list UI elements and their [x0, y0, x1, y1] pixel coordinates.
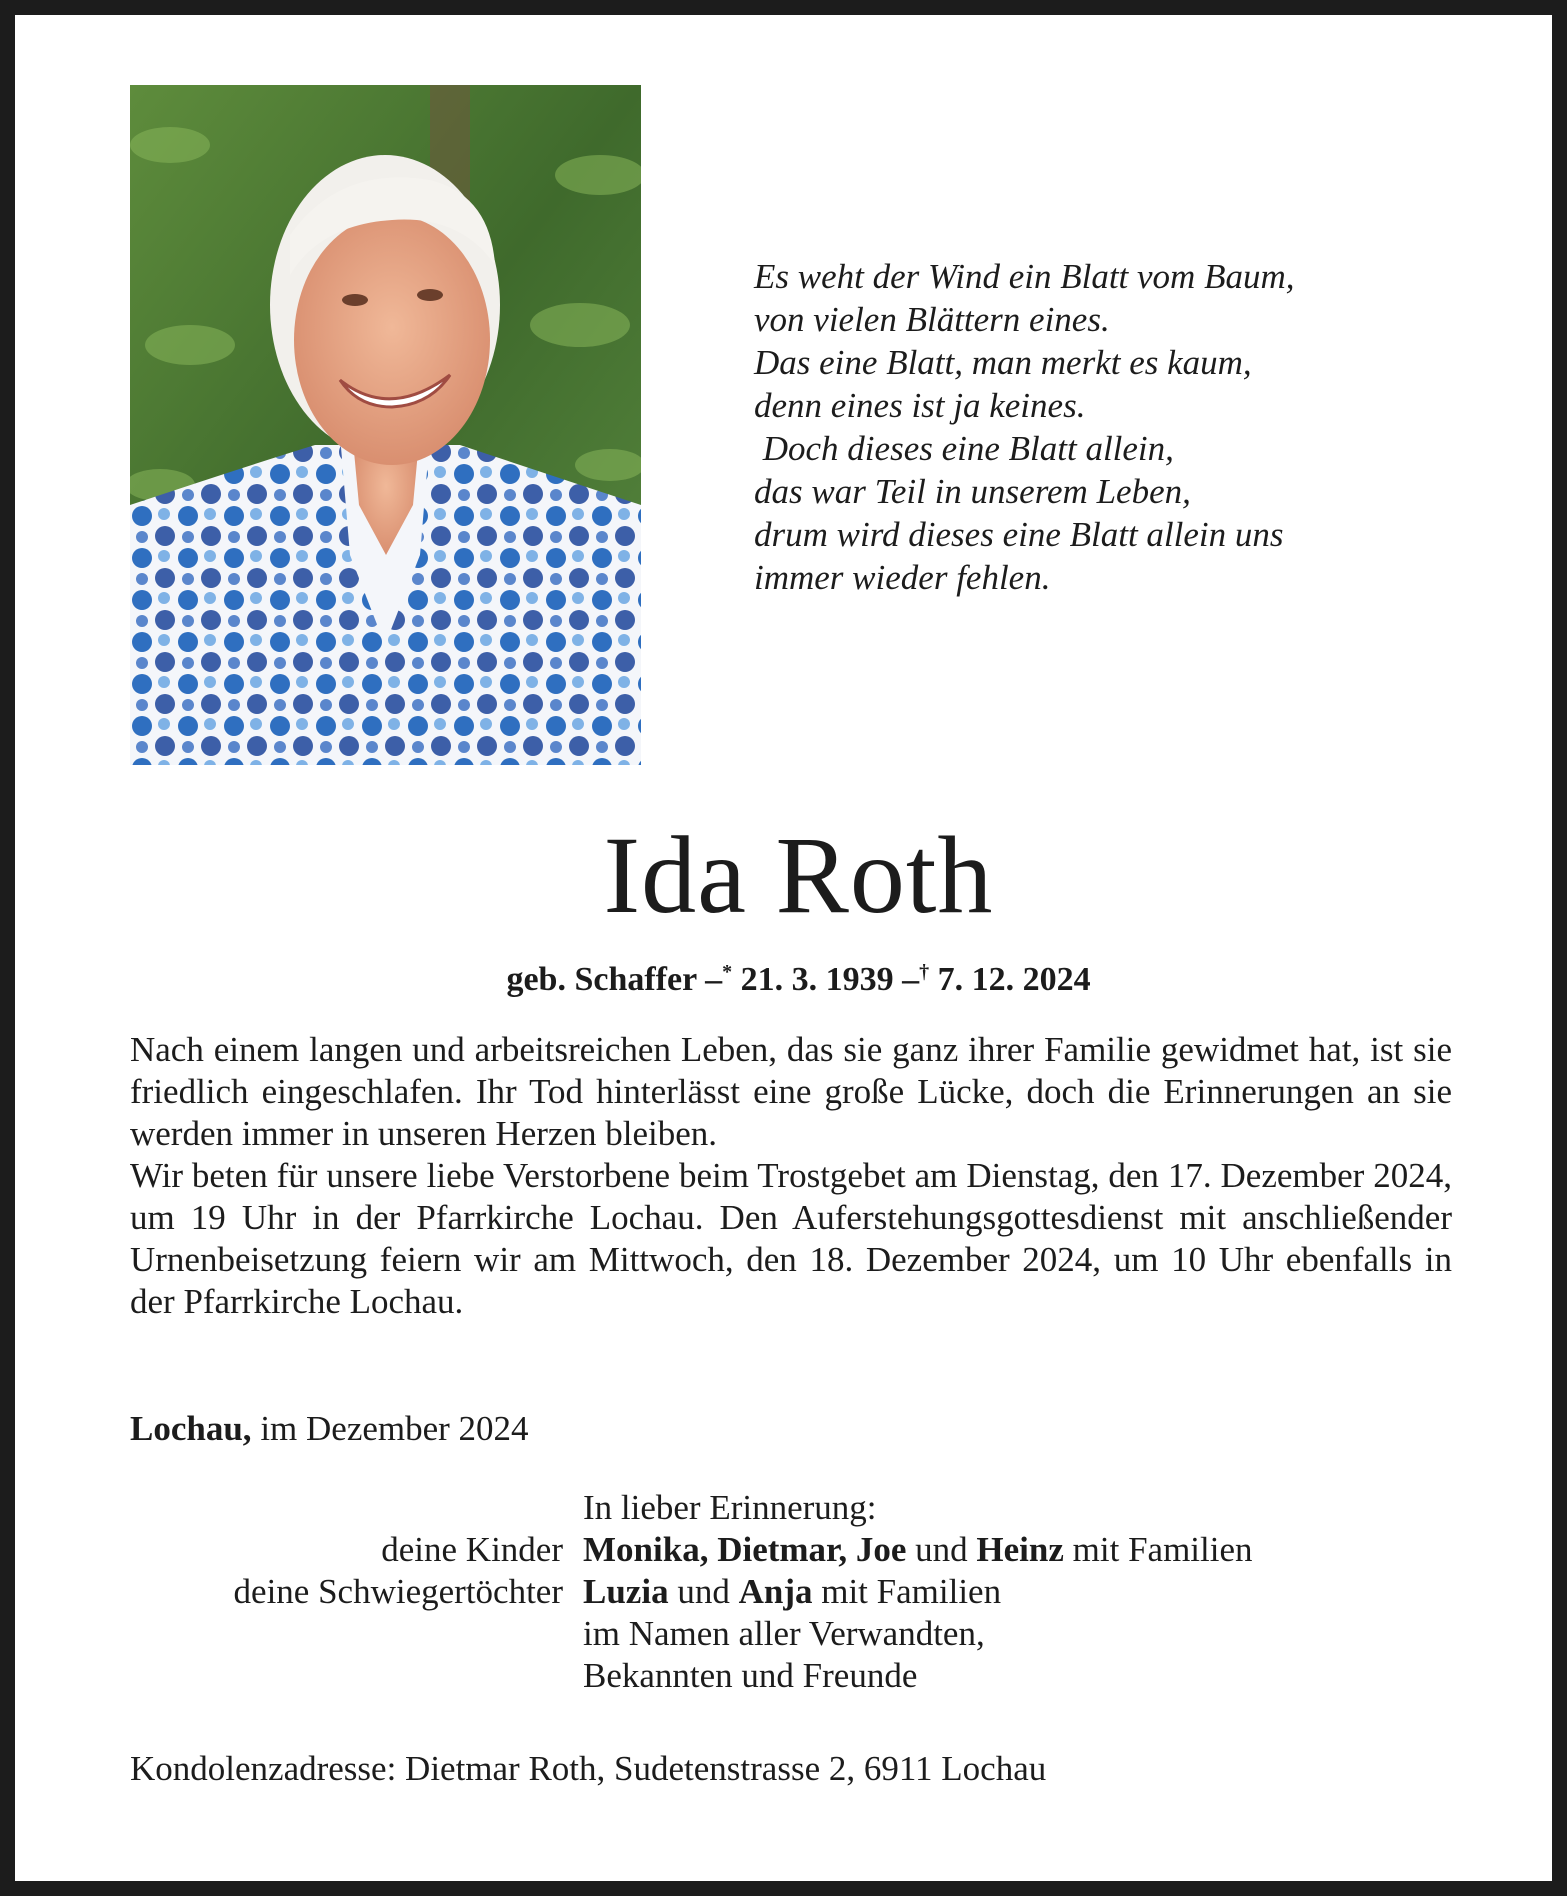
place-town: Lochau, [130, 1409, 252, 1448]
memorial-poem [754, 255, 1444, 599]
conjunction: und [677, 1572, 730, 1611]
daughter-in-law-name: Luzia [583, 1572, 669, 1611]
child-name: Dietmar, [717, 1530, 848, 1569]
poem-line: Doch dieses eine Blatt allein, [754, 429, 1174, 468]
child-name: Joe [855, 1530, 907, 1569]
place-date [130, 1408, 529, 1450]
closing-line: im Namen aller Verwandten, [583, 1614, 985, 1653]
child-name: Monika, [583, 1530, 709, 1569]
closing-line: Bekannten und Freunde [583, 1656, 918, 1695]
portrait-illustration [130, 85, 641, 765]
poem-line: Es weht der Wind ein Blatt vom Baum, [754, 257, 1295, 296]
family-suffix: mit Familien [1072, 1530, 1253, 1569]
separator: – [705, 961, 723, 998]
daughters-in-law-row [15, 1571, 1567, 1613]
birth-symbol: * [722, 961, 733, 983]
conjunction: und [915, 1530, 968, 1569]
death-symbol: † [919, 961, 930, 983]
children-names [583, 1529, 1253, 1571]
birth-name: geb. Schaffer [506, 961, 697, 998]
poem-line: von vielen Blättern eines. [754, 300, 1110, 339]
poem-line: das war Teil in unserem Leben, [754, 472, 1191, 511]
poem-line: Das eine Blatt, man merkt es kaum, [754, 343, 1252, 382]
family-suffix: mit Familien [821, 1572, 1002, 1611]
place-month: im Dezember 2024 [251, 1409, 529, 1448]
mourners-intro: In lieber Erinnerung: [583, 1488, 877, 1527]
poem-line: immer wieder fehlen. [754, 558, 1051, 597]
obituary-text [130, 1029, 1452, 1323]
poem-line: drum wird dieses eine Blatt allein uns [754, 515, 1284, 554]
birth-date: 21. 3. 1939 [740, 961, 894, 998]
child-name: Heinz [976, 1530, 1064, 1569]
portrait-photo [130, 85, 641, 765]
separator: – [902, 961, 920, 998]
paragraph-life: Nach einem langen und arbeitsreichen Leben, das sie ganz ihrer Familie gewidmet hat, ist sie friedlich eingeschlafen. Ihr Tod hinterlässt eine große Lücke, doch die Erinnerungen an sie werden immer in unseren Herzen bleiben. [130, 1030, 1452, 1153]
mourners-block [15, 1487, 1567, 1697]
poem-line: denn eines ist ja keines. [754, 386, 1086, 425]
daughter-in-law-name: Anja [738, 1572, 813, 1611]
children-row [15, 1529, 1567, 1571]
life-dates [15, 950, 1567, 1002]
children-label: deine Kinder [381, 1530, 563, 1569]
daughters-in-law-names [583, 1571, 1001, 1613]
condolence-address: Kondolenzadresse: Dietmar Roth, Sudetenstrasse 2, 6911 Lochau [130, 1749, 1047, 1788]
paragraph-services: Wir beten für unsere liebe Verstorbene beim Trostgebet am Dienstag, den 17. Dezember 2024, um 19 Uhr in der Pfarrkirche Lochau. Den Auferstehungsgottesdienst mit anschließender Urnenbeisetzung feiern wir am Mittwoch, den 18. Dezember 2024, um 10 Uhr ebenfalls in der Pfarrkirche Lochau. [130, 1156, 1452, 1321]
death-date: 7. 12. 2024 [937, 961, 1091, 998]
daughters-in-law-label: deine Schwiegertöchter [233, 1572, 563, 1611]
deceased-name: Ida Roth [603, 814, 994, 936]
